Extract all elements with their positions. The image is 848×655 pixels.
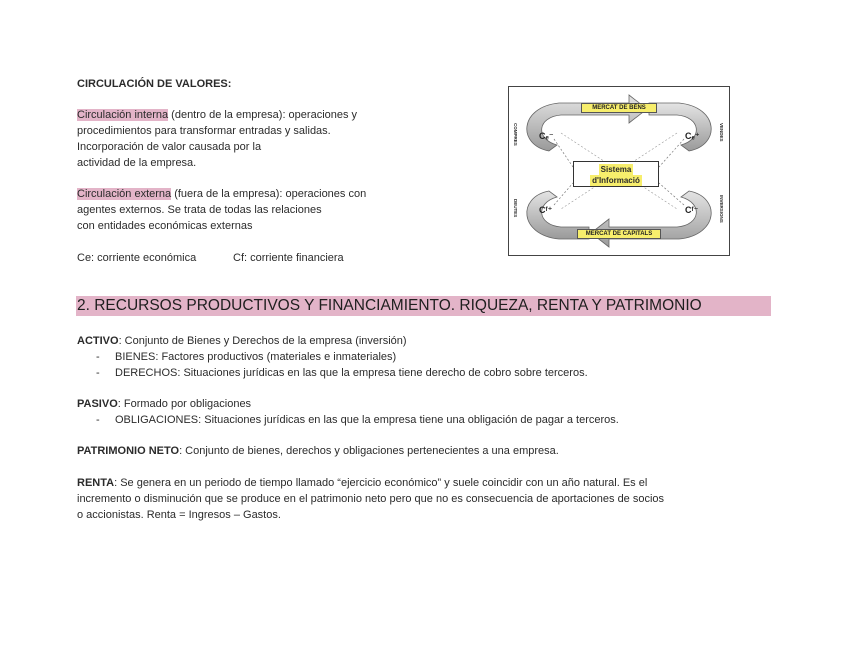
patrimonio-line	[77, 443, 559, 459]
side-label-deutes: DEUTES	[513, 199, 518, 218]
side-label-inversions: INVERSIONS	[719, 195, 724, 223]
activo-term: ACTIVO	[77, 335, 119, 347]
renta-line-1	[77, 475, 647, 491]
activo-rest: : Conjunto de Bienes y Derechos de la empresa (inversión)	[118, 335, 407, 347]
legend-ce: Ce: corriente económica	[77, 252, 197, 264]
pasivo-bullet-text: OBLIGACIONES: Situaciones jurídicas en las que la empresa tiene una obligación de pagar a terceros.	[115, 414, 619, 426]
interna-line-3: Incorporación de valor causada por la	[77, 141, 262, 153]
renta-line-1-rest: : Se genera en un periodo de tiempo llamado “ejercicio económico” y suele coincidir con un año natural. Es el	[114, 477, 648, 489]
interna-line-4: actividad de la empresa.	[77, 157, 197, 169]
externa-line-1-rest: (fuera de la empresa): operaciones con	[171, 188, 367, 200]
patrimonio-term: PATRIMONIO NETO	[77, 445, 180, 457]
pasivo-bullet-obligaciones	[96, 412, 619, 428]
renta-line-3: o accionistas. Renta = Ingresos – Gastos.	[77, 509, 281, 521]
ce-right-label: Cₑ⁺	[685, 131, 700, 141]
pasivo-line	[77, 396, 251, 412]
mercat-capitals-box: MERCAT DE CAPITALS	[577, 229, 661, 239]
sistema-line-1: Sistema	[600, 165, 632, 174]
activo-bullet-derechos	[96, 365, 588, 381]
interna-term: Circulación interna	[77, 109, 169, 121]
renta-term: RENTA	[77, 477, 115, 489]
interna-line-1-rest: (dentro de la empresa): operaciones y	[168, 109, 358, 121]
legend-cf: Cf: corriente financiera	[233, 252, 344, 264]
externa-line-3: con entidades económicas externas	[77, 220, 253, 232]
externa-line-2: agentes externos. Se trata de todas las relaciones	[77, 204, 322, 216]
bullet-dash: -	[96, 351, 100, 363]
sistema-line-2: d'Informació	[592, 176, 640, 185]
mercat-bens-box: MERCAT DE BÉNS	[581, 103, 657, 113]
section-2-title: 2. RECURSOS PRODUCTIVOS Y FINANCIAMIENTO. RIQUEZA, RENTA Y PATRIMONIO	[76, 296, 771, 316]
activo-bullet-text: DERECHOS: Situaciones jurídicas en las que la empresa tiene derecho de cobro sobre terceros.	[115, 367, 588, 379]
bullet-dash: -	[96, 414, 100, 426]
bullet-dash: -	[96, 367, 100, 379]
ce-left-label: Cₑ⁻	[539, 131, 554, 141]
activo-bullet-text: BIENES: Factores productivos (materiales e inmateriales)	[115, 351, 397, 363]
circulation-diagram	[508, 86, 730, 256]
cf-right-label: Cᶠ⁻	[685, 205, 699, 215]
pasivo-rest: : Formado por obligaciones	[117, 398, 252, 410]
side-label-compres: COMPRES	[513, 123, 518, 146]
externa-term: Circulación externa	[77, 188, 172, 200]
externa-line-1	[77, 186, 366, 202]
interna-line-2: procedimientos para transformar entradas y salidas.	[77, 125, 331, 137]
activo-bullet-bienes	[96, 349, 396, 365]
cf-left-label: Cᶠ⁺	[539, 205, 553, 215]
sistema-informacio-box	[573, 161, 659, 187]
interna-line-1	[77, 107, 357, 123]
renta-line-2: incremento o disminución que se produce en el patrimonio neto pero que no es consecuencia de aportaciones de socios	[77, 493, 665, 505]
activo-line	[77, 333, 407, 349]
patrimonio-rest: : Conjunto de bienes, derechos y obligaciones pertenecientes a una empresa.	[179, 445, 559, 457]
circulacion-title: CIRCULACIÓN DE VALORES:	[77, 78, 232, 90]
pasivo-term: PASIVO	[77, 398, 118, 410]
side-label-vendes: VENDES	[719, 123, 724, 142]
